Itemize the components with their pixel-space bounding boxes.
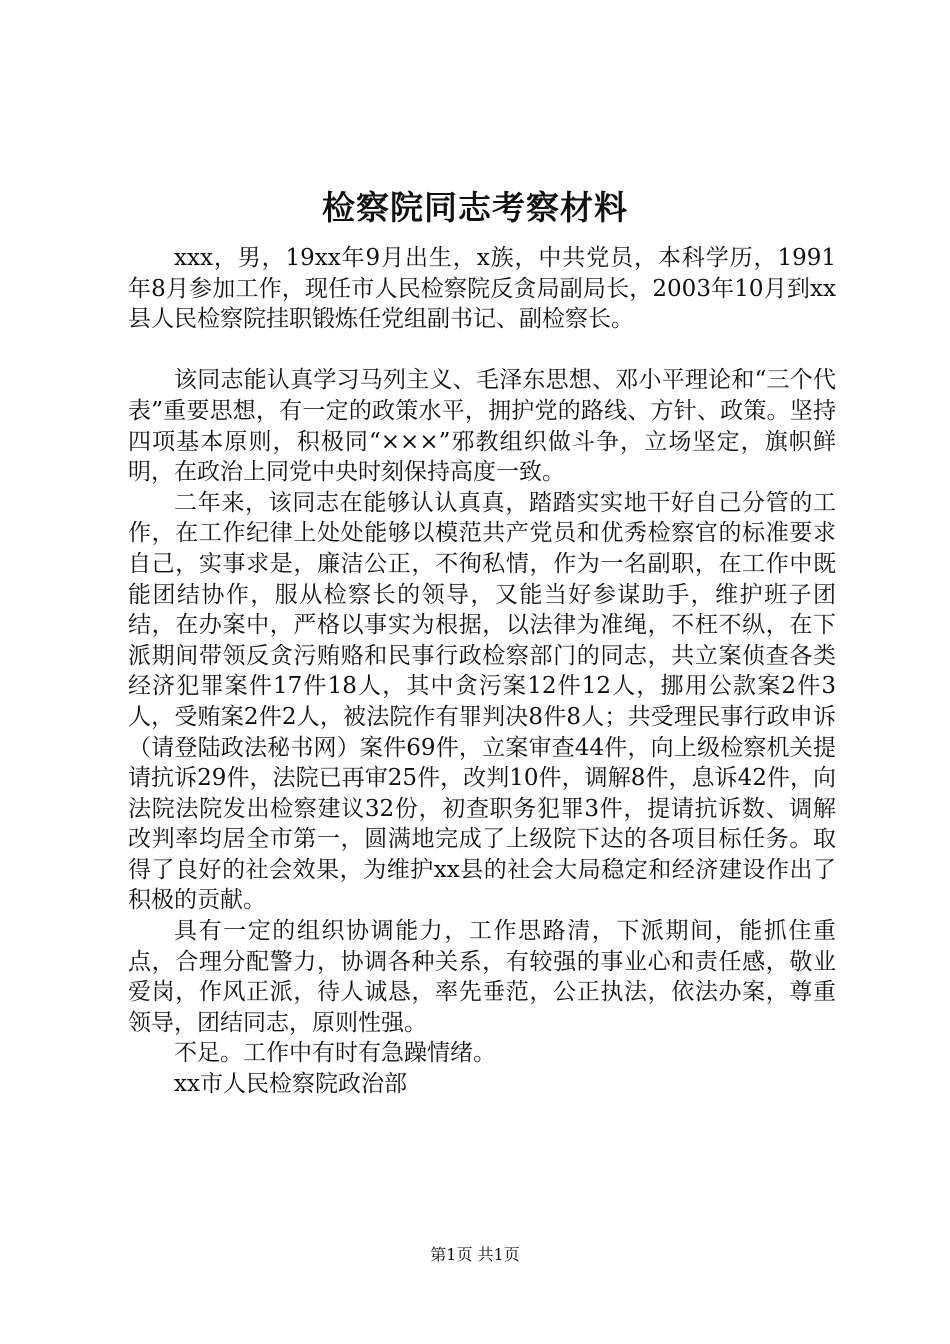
paragraph-political: 该同志能认真学习马列主义、毛泽东思想、邓小平理论和“三个代表”重要思想，有一定的政策水平，拥护党的路线、方针、政策。坚持四项基本原则，积极同“×××”邪教组织做斗争，立场坚定，旗帜鲜明，在政治上同党中央时刻保持高度一致。 [128, 367, 836, 486]
document-title: 检察院同志考察材料 [322, 188, 628, 227]
page-number: 第1页 共1页 [430, 1245, 520, 1264]
paragraph-abilities: 具有一定的组织协调能力，工作思路清，下派期间，能抓住重点，合理分配警力，协调各种关系，有较强的事业心和责任感，敬业爱岗，作风正派，待人诚恳，率先垂范，公正执法，依法办案，尊重领导，团结同志，原则性强。 [128, 918, 836, 1036]
paragraph-work-record: 二年来，该同志在能够认认真真，踏踏实实地干好自己分管的工作，在工作纪律上处处能够以模范共产党员和优秀检察官的标准要求自己，实事求是，廉洁公正，不徇私情，作为一名副职，在工作中既能团结协作，服从检察长的领导，又能当好参谋助手，维护班子团结，在办案中，严格以事实为根据，以法律为准绳，不枉不纵，在下派期间带领反贪污贿赂和民事行政检察部门的同志，共立案侦查各类经济犯罪案件17件18人，其中贪污案12件12人，挪用公款案2件3人，受贿案2件2人，被法院作有罪判决8件8人；共受理民事行政申诉（请登陆政法秘书网）案件69件，立案审查44件，向上级检察机关提请抗诉29件，法院已再审25件，改判10件，调解8件，息诉42件，向法院法院发出检察建议32份，初查职务犯罪3件，提请抗诉数、调解改判率均居全市第一，圆满地完成了上级院下达的各项目标任务。取得了良好的社会效果，为维护xx县的社会大局稳定和经济建设作出了积极的贡献。 [128, 489, 836, 914]
paragraph-shortcomings: 不足。工作中有时有急躁情绪。 [174, 1040, 496, 1067]
document-body [128, 243, 836, 1100]
paragraph-signature: xx市人民检察院政治部 [174, 1071, 407, 1098]
paragraph-basic-info: xxx，男，19xx年9月出生，x族，中共党员，本科学历，1991年8月参加工作，现任市人民检察院反贪局副局长，2003年10月到xx县人民检察院挂职锻炼任党组副书记、副检察长。 [128, 245, 836, 333]
